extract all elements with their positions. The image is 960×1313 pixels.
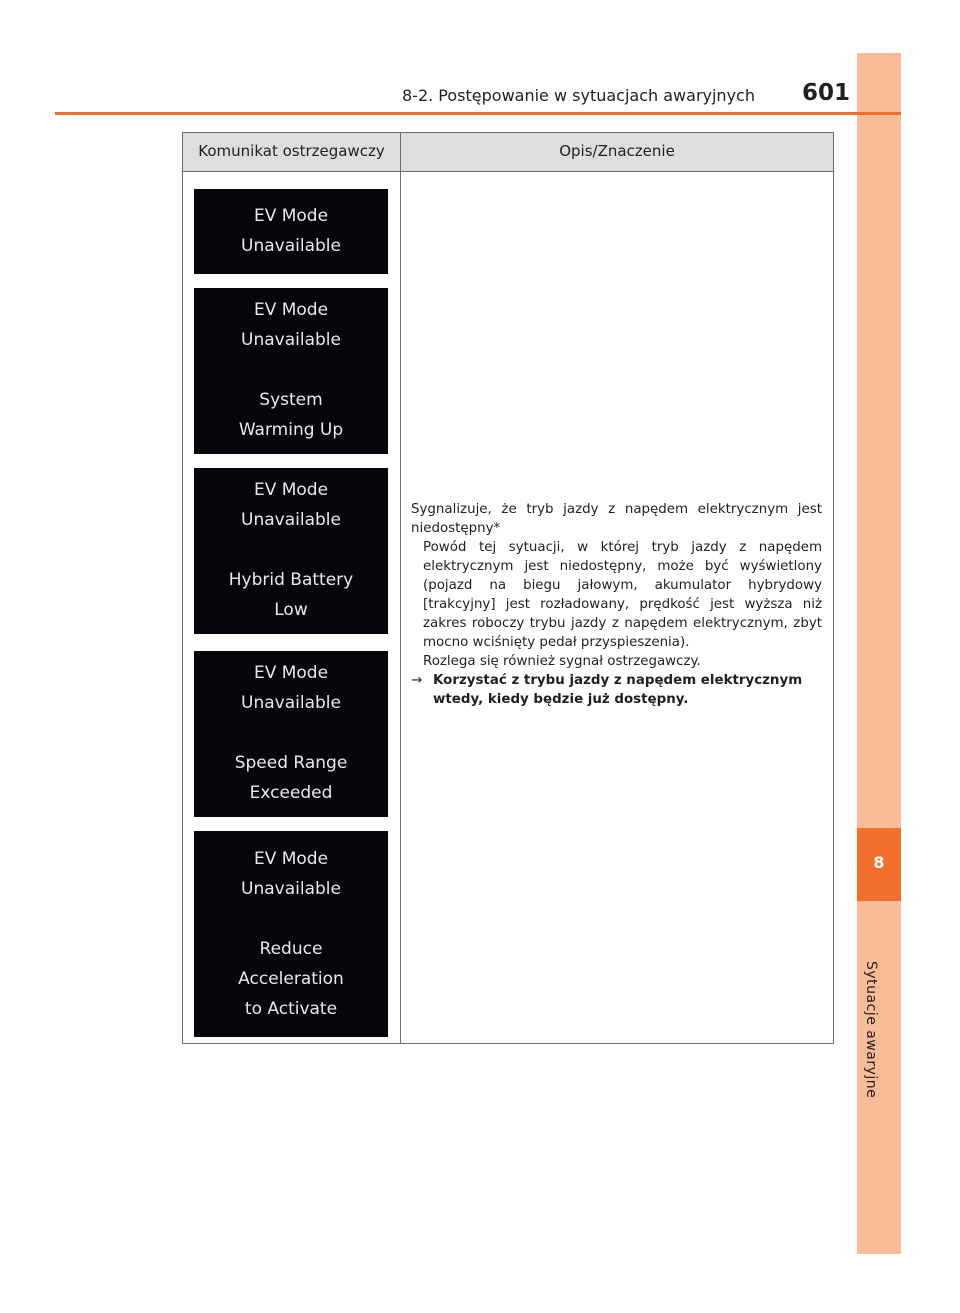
warning-screen-system-warming-up	[194, 288, 388, 454]
screen-line: Acceleration	[238, 969, 344, 989]
chapter-side-tab	[857, 53, 901, 1254]
screen-line: Unavailable	[241, 879, 341, 899]
warning-screen-speed-range-exceeded	[194, 651, 388, 817]
description-action	[411, 671, 822, 709]
screen-line: Speed Range	[234, 753, 348, 773]
screen-line: EV Mode	[253, 849, 329, 869]
page-number: 601	[802, 80, 851, 106]
chapter-number-block	[857, 828, 901, 901]
screen-line: EV Mode	[253, 663, 329, 683]
section-title: 8-2. Postępowanie w sytuacjach awaryjnych	[402, 86, 755, 105]
chapter-label: Sytuacje awaryjne	[863, 961, 879, 1099]
screen-line: Warming Up	[238, 420, 344, 440]
description-sound: Rozlega się również sygnał ostrzegawczy.	[423, 654, 701, 669]
screen-line: Hybrid Battery	[228, 570, 354, 590]
description-intro: Sygnalizuje, że tryb jazdy z napędem elektrycznym jest niedostępny*	[411, 502, 822, 536]
arrow-right-icon: →	[411, 673, 423, 688]
column-header-warning-message: Komunikat ostrzegawczy	[198, 142, 385, 160]
screen-line: Unavailable	[241, 330, 341, 350]
warning-description	[411, 500, 822, 709]
screen-line: EV Mode	[253, 480, 329, 500]
screen-line: Unavailable	[241, 236, 341, 256]
column-header-description: Opis/Znaczenie	[559, 142, 675, 160]
warning-screen-ev-unavailable	[194, 189, 388, 274]
header-rule	[55, 112, 901, 115]
screen-line: Reduce	[259, 939, 323, 959]
description-reason: Powód tej sytuacji, w której tryb jazdy z napędem elektrycznym jest niedostępny, może być wyświetlony (pojazd na biegu jałowym, akumulator hybrydowy [trakcyjny] jest rozładowany, prędkość jest wyższa niż zakres roboczy trybu jazdy z napędem elektrycznym, zbyt mocno wciśnięty pedał przyspieszenia).	[423, 540, 822, 650]
screen-line: to Activate	[244, 999, 338, 1019]
screen-line: EV Mode	[253, 206, 329, 226]
chapter-number: 8	[873, 853, 885, 872]
screen-line: System	[259, 390, 323, 410]
table-header-row	[183, 133, 833, 172]
column-divider	[400, 133, 401, 1043]
screen-line: Exceeded	[249, 783, 333, 803]
description-action-text: Korzystać z trybu jazdy z napędem elektrycznym wtedy, kiedy będzie już dostępny.	[433, 673, 803, 707]
screen-line: Unavailable	[241, 693, 341, 713]
warning-screen-reduce-acceleration	[194, 831, 388, 1037]
warning-screen-hybrid-battery-low	[194, 468, 388, 634]
screen-line: Unavailable	[241, 510, 341, 530]
screen-line: Low	[274, 600, 308, 620]
screen-line: EV Mode	[253, 300, 329, 320]
